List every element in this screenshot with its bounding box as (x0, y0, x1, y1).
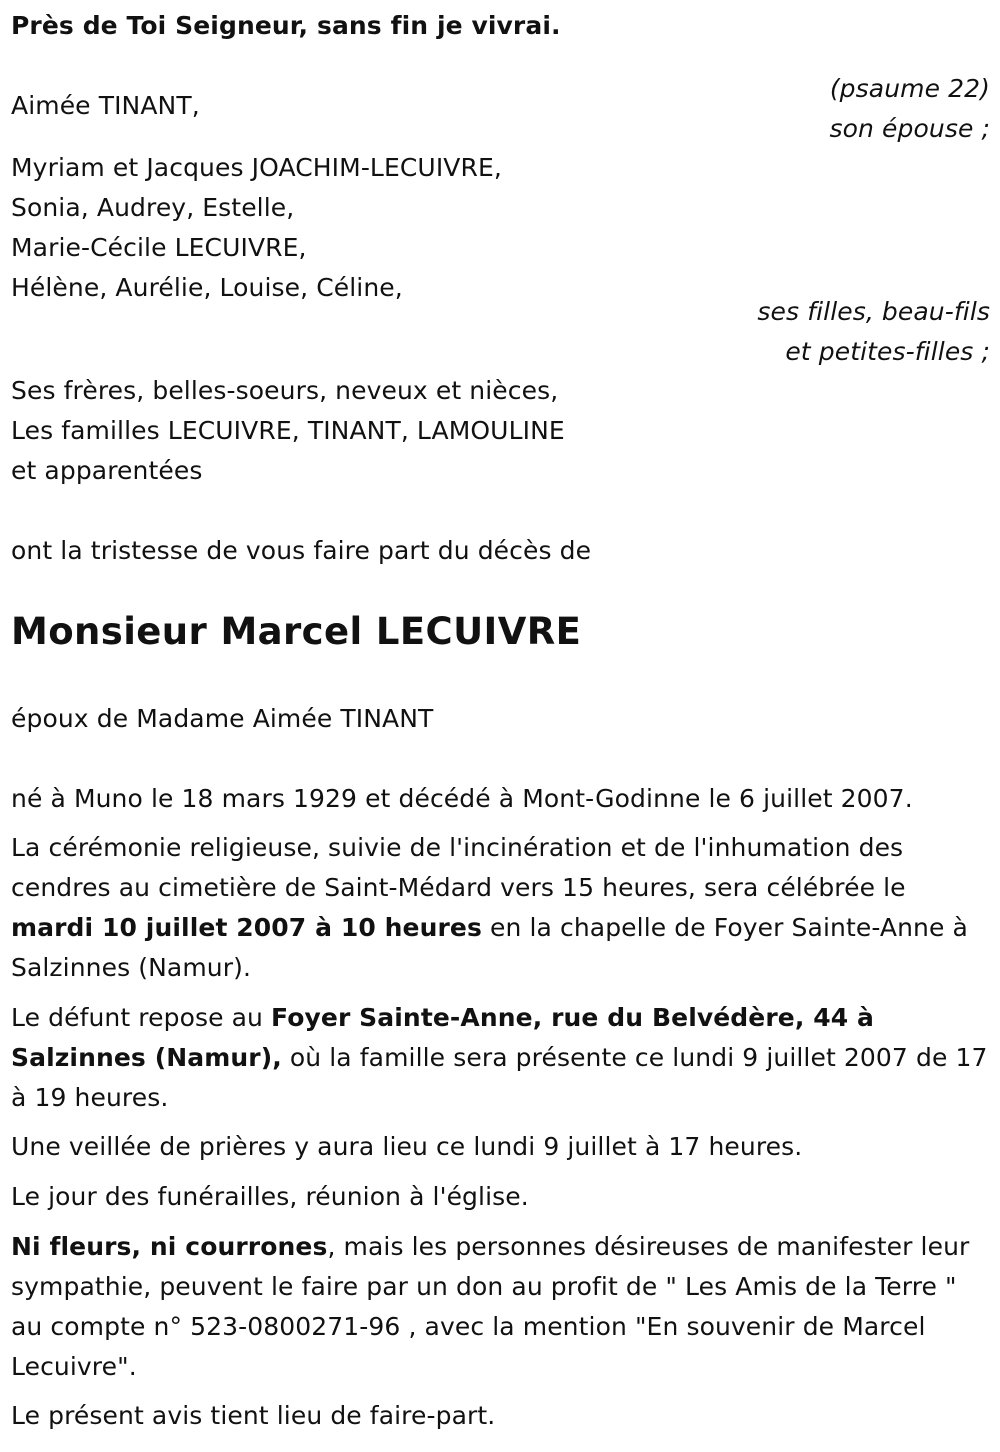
child-line: Marie-Cécile LECUIVRE, (11, 233, 307, 262)
ceremony-text: La cérémonie religieuse, suivie de l'incinération et de l'inhumation des cendres au cimetière de Saint-Médard vers 15 heures, sera célébrée le (11, 833, 906, 902)
child-line: Sonia, Audrey, Estelle, (11, 193, 295, 222)
psalm-reference: (psaume 22) (829, 74, 990, 103)
ceremony-location: en la chapelle de Foyer Sainte-Anne à Salzinnes (Namur). (11, 913, 968, 982)
deceased-name: Monsieur Marcel LECUIVRE (11, 610, 582, 653)
ceremony-date: mardi 10 juillet 2007 à 10 heures (11, 913, 482, 942)
flowers-text: , mais les personnes désireuses de manifester leur sympathie, peuvent le faire par un don au profit de " Les Amis de la Terre " au compte n° 523-0800271-96 , avec la mention "En souvenir de Marcel Lecuivre". (11, 1232, 970, 1381)
birth-death-dates: né à Muno le 18 mars 1929 et décédé à Mont-Godinne le 6 juillet 2007. (11, 784, 913, 813)
rest-place: Foyer Sainte-Anne, rue du Belvédère, 44 à Salzinnes (Namur), (11, 1003, 875, 1072)
children-role: ses filles, beau-fils (757, 297, 990, 326)
announcement-intro: ont la tristesse de vous faire part du décès de (11, 536, 592, 565)
spouse-role: son épouse ; (829, 114, 990, 143)
child-line: Hélène, Aurélie, Louise, Céline, (11, 273, 403, 302)
flowers-bold: Ni fleurs, ni courrones (11, 1232, 328, 1261)
child-line: Myriam et Jacques JOACHIM-LECUIVRE, (11, 153, 502, 182)
closing-notice: Le présent avis tient lieu de faire-part. (11, 1401, 496, 1430)
rest-paragraph (11, 998, 989, 1118)
spouse-name: Aimée TINANT, (11, 91, 200, 120)
rest-text: Le défunt repose au (11, 1003, 272, 1032)
relatives-line: Les familles LECUIVRE, TINANT, LAMOULINE (11, 416, 565, 445)
spouse-of: époux de Madame Aimée TINANT (11, 704, 434, 733)
relatives-line: Ses frères, belles-soeurs, neveux et nièces, (11, 376, 559, 405)
vigil-notice: Une veillée de prières y aura lieu ce lundi 9 juillet à 17 heures. (11, 1132, 803, 1161)
ceremony-paragraph (11, 828, 989, 988)
grandchildren-role: et petites-filles ; (785, 337, 990, 366)
psalm-quote: Près de Toi Seigneur, sans fin je vivrai. (11, 11, 561, 40)
rest-hours: où la famille sera présente ce lundi 9 juillet 2007 de 17 à 19 heures. (11, 1043, 988, 1112)
flowers-paragraph (11, 1227, 989, 1387)
funeral-day-notice: Le jour des funérailles, réunion à l'église. (11, 1182, 529, 1211)
relatives-line: et apparentées (11, 456, 203, 485)
